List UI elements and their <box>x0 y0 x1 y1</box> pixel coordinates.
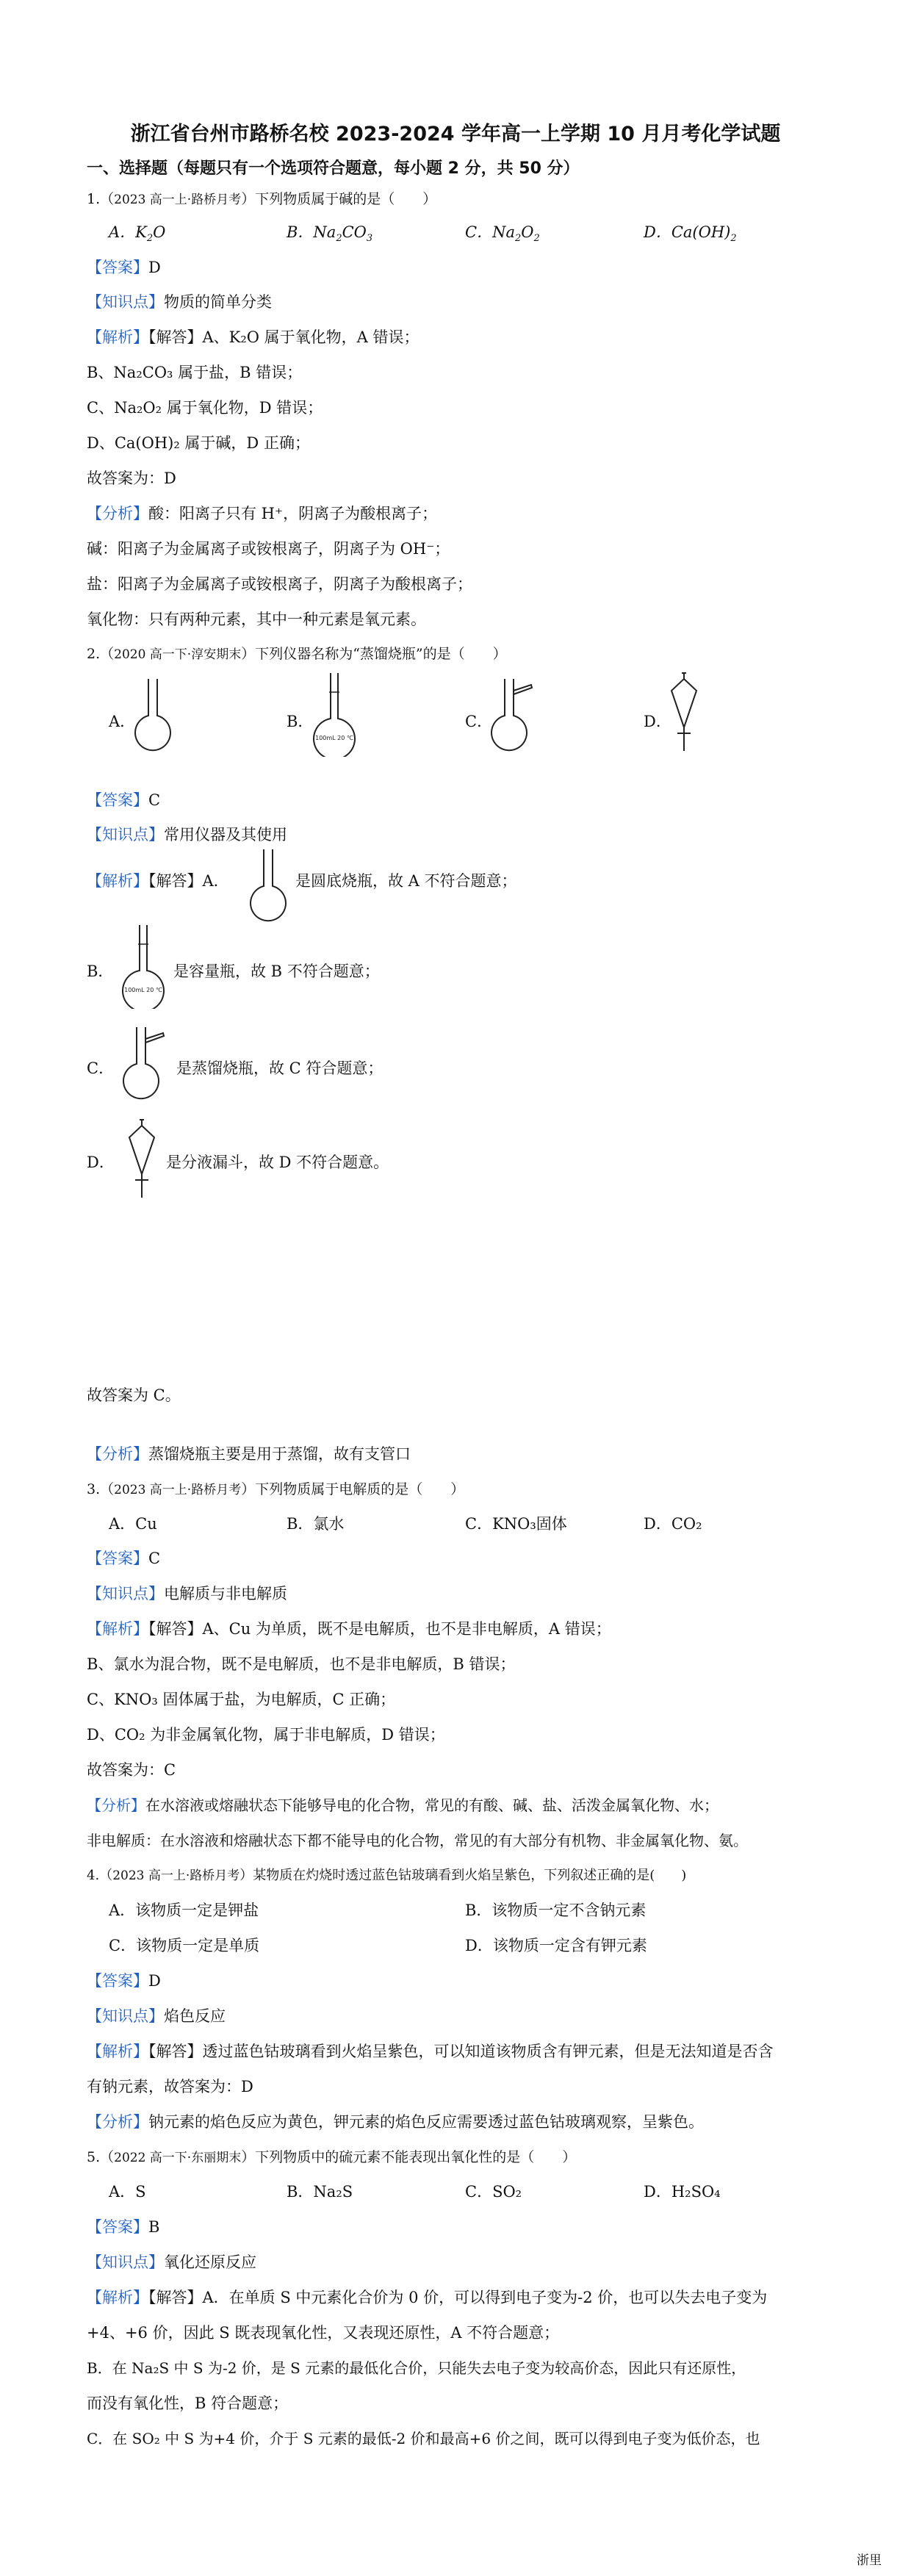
q2-solution-a-text: 是圆底烧瓶，故 A 不符合题意； <box>295 872 517 890</box>
q3-solution-line: 故答案为：C <box>87 1761 176 1779</box>
q4-answer: 【答案】D <box>87 1972 161 1990</box>
q1-solution-line: D、Ca(OH)₂ 属于碱，D 正确； <box>87 434 310 452</box>
q4-stem: 4.（2023 高一上·路桥月考）某物质在灼烧时透过蓝色钴玻璃看到火焰呈紫色，下列叙述正确的是( ) <box>87 1868 687 1883</box>
q2-final-answer: 故答案为 C。 <box>87 1386 181 1404</box>
q1-option-a: A．$K_2O$ <box>109 223 166 245</box>
q4-option-a: A．该物质一定是钾盐 <box>109 1902 259 1919</box>
q4-option-c: C．该物质一定是单质 <box>109 1937 260 1954</box>
q1-fenxi-line: 氧化物：只有两种元素，其中一种元素是氧元素。 <box>87 611 426 628</box>
q2-option-b: B． <box>287 713 314 730</box>
q3-option-d: D．CO₂ <box>644 1515 702 1533</box>
q4-option-d: D．该物质一定含有钾元素 <box>465 1937 647 1954</box>
page-title: 浙江省台州市路桥名校 2023-2024 学年高一上学期 10 月月考化学试题 <box>130 123 781 145</box>
distillation-flask-icon <box>487 674 546 755</box>
separatory-funnel-icon <box>123 1117 160 1205</box>
q1-solution-line: C、Na₂O₂ 属于氧化物，D 错误； <box>87 399 323 417</box>
q5-answer: 【答案】B <box>87 2218 160 2236</box>
q1-stem: 1.（2023 高一上·路桥月考）下列物质属于碱的是（ ） <box>87 191 437 207</box>
q1-option-d: D．$Ca(OH)_2$ <box>644 223 737 245</box>
q5-knowledge: 【知识点】氧化还原反应 <box>87 2253 256 2271</box>
q3-solution-line: 【解析】【解答】A、Cu 为单质，既不是电解质，也不是非电解质，A 错误； <box>87 1620 611 1638</box>
volumetric-flask-icon <box>118 922 169 1009</box>
q3-option-c: C．KNO₃固体 <box>465 1515 567 1533</box>
q2-solution-b: B． <box>87 963 114 980</box>
q3-solution-line: D、CO₂ 为非金属氧化物，属于非电解质，D 错误； <box>87 1726 445 1744</box>
q4-fenxi: 【分析】钠元素的焰色反应为黄色，钾元素的焰色反应需要透过蓝色钴玻璃观察，呈紫色。 <box>87 2113 704 2131</box>
q5-option-d: D．H₂SO₄ <box>644 2183 721 2201</box>
flask-label: 100mL 20 ℃ <box>124 987 162 993</box>
q5-solution-line: 而没有氧化性，B 符合题意； <box>87 2395 289 2412</box>
flask-label: 100mL 20 ℃ <box>315 735 353 741</box>
q3-solution-line: C、KNO₃ 固体属于盐，为电解质，C 正确； <box>87 1691 396 1708</box>
q2-solution-b-text: 是容量瓶，故 B 不符合题意； <box>173 963 380 980</box>
q2-solution-d-text: 是分液漏斗，故 D 不符合题意。 <box>166 1154 389 1171</box>
q2-answer: 【答案】C <box>87 791 161 809</box>
q4-solution-line: 有钠元素，故答案为：D <box>87 2078 253 2095</box>
q2-solution-a: 【解析】【解答】A． <box>87 872 229 890</box>
q2-fenxi: 【分析】蒸馏烧瓶主要是用于蒸馏，故有支管口 <box>87 1445 411 1463</box>
q5-solution-line: 【解析】【解答】A．在单质 S 中元素化合价为 0 价，可以得到电子变为-2 价，也可以失去电子变为 <box>87 2289 768 2306</box>
q5-solution-line: C．在 SO₂ 中 S 为+4 价，介于 S 元素的最低-2 价和最高+6 价之间，既可以得到电子变为低价态，也 <box>87 2430 760 2447</box>
footer-mark: 浙里 <box>857 2553 882 2568</box>
q5-stem: 5.（2022 高一下·东丽期末）下列物质中的硫元素不能表现出氧化性的是（ ） <box>87 2149 577 2165</box>
q5-option-a: A．S <box>109 2183 146 2201</box>
distillation-flask-icon <box>119 1023 178 1104</box>
round-bottom-flask-icon <box>246 845 290 926</box>
q3-option-a: A．Cu <box>109 1515 157 1533</box>
q2-option-d: D． <box>644 713 671 730</box>
q1-solution-line: 【解析】【解答】A、K₂O 属于氧化物，A 错误； <box>87 328 420 346</box>
q3-option-b: B．氯水 <box>287 1515 345 1533</box>
q3-stem: 3.（2023 高一上·路桥月考）下列物质属于电解质的是（ ） <box>87 1481 465 1497</box>
q2-option-c: C． <box>465 713 493 730</box>
q2-solution-d: D． <box>87 1154 115 1171</box>
q1-solution-line: 故答案为：D <box>87 469 176 487</box>
section-heading: 一、选择题（每题只有一个选项符合题意，每小题 2 分，共 50 分） <box>87 159 580 178</box>
q3-knowledge: 【知识点】电解质与非电解质 <box>87 1585 287 1602</box>
volumetric-flask-icon <box>309 670 360 757</box>
q4-knowledge: 【知识点】焰色反应 <box>87 2007 226 2025</box>
q4-solution-line: 【解析】【解答】透过蓝色钴玻璃看到火焰呈紫色，可以知道该物质含有钾元素，但是无法知道是否含 <box>87 2043 774 2060</box>
q5-option-b: B．Na₂S <box>287 2183 353 2201</box>
q5-option-c: C．SO₂ <box>465 2183 522 2201</box>
q1-fenxi-line: 【分析】酸：阳离子只有 H⁺，阴离子为酸根离子； <box>87 505 438 522</box>
q5-solution-line: B．在 Na₂S 中 S 为-2 价，是 S 元素的最低化合价，只能失去电子变为较高价态，因此只有还原性， <box>87 2359 746 2377</box>
q2-knowledge: 【知识点】常用仪器及其使用 <box>87 826 287 843</box>
q3-solution-line: B、氯水为混合物，既不是电解质，也不是非电解质，B 错误； <box>87 1655 516 1673</box>
q1-fenxi-line: 碱：阳离子为金属离子或铵根离子，阴离子为 OH⁻； <box>87 540 450 558</box>
round-bottom-flask-icon <box>131 674 175 755</box>
q1-answer: 【答案】D <box>87 259 161 276</box>
q4-option-b: B．该物质一定不含钠元素 <box>465 1902 647 1919</box>
q5-solution-line: +4、+6 价，因此 S 既表现氧化性，又表现还原性，A 不符合题意； <box>87 2324 560 2342</box>
q1-option-c: C．$Na_2O_2$ <box>465 223 540 245</box>
q2-solution-c: C． <box>87 1059 115 1077</box>
q2-solution-c-text: 是蒸馏烧瓶，故 C 符合题意； <box>176 1059 384 1077</box>
q3-fenxi-line: 【分析】在水溶液或熔融状态下能够导电的化合物，常见的有酸、碱、盐、活泼金属氧化物、水； <box>87 1796 719 1814</box>
q1-option-b: B．$Na_2CO_3$ <box>287 223 373 245</box>
q1-fenxi-line: 盐：阳离子为金属离子或铵根离子，阴离子为酸根离子； <box>87 575 472 593</box>
q2-stem: 2.（2020 高一下·淳安期末）下列仪器名称为“蒸馏烧瓶”的是（ ） <box>87 646 507 662</box>
q3-answer: 【答案】C <box>87 1550 161 1567</box>
q3-fenxi-line: 非电解质：在水溶液和熔融状态下都不能导电的化合物，常见的有大部分有机物、非金属氧化物、氨。 <box>87 1832 748 1849</box>
q1-knowledge: 【知识点】物质的简单分类 <box>87 293 272 311</box>
q2-option-a: A． <box>109 713 136 730</box>
q1-solution-line: B、Na₂CO₃ 属于盐，B 错误； <box>87 364 303 381</box>
separatory-funnel-icon <box>666 670 702 758</box>
